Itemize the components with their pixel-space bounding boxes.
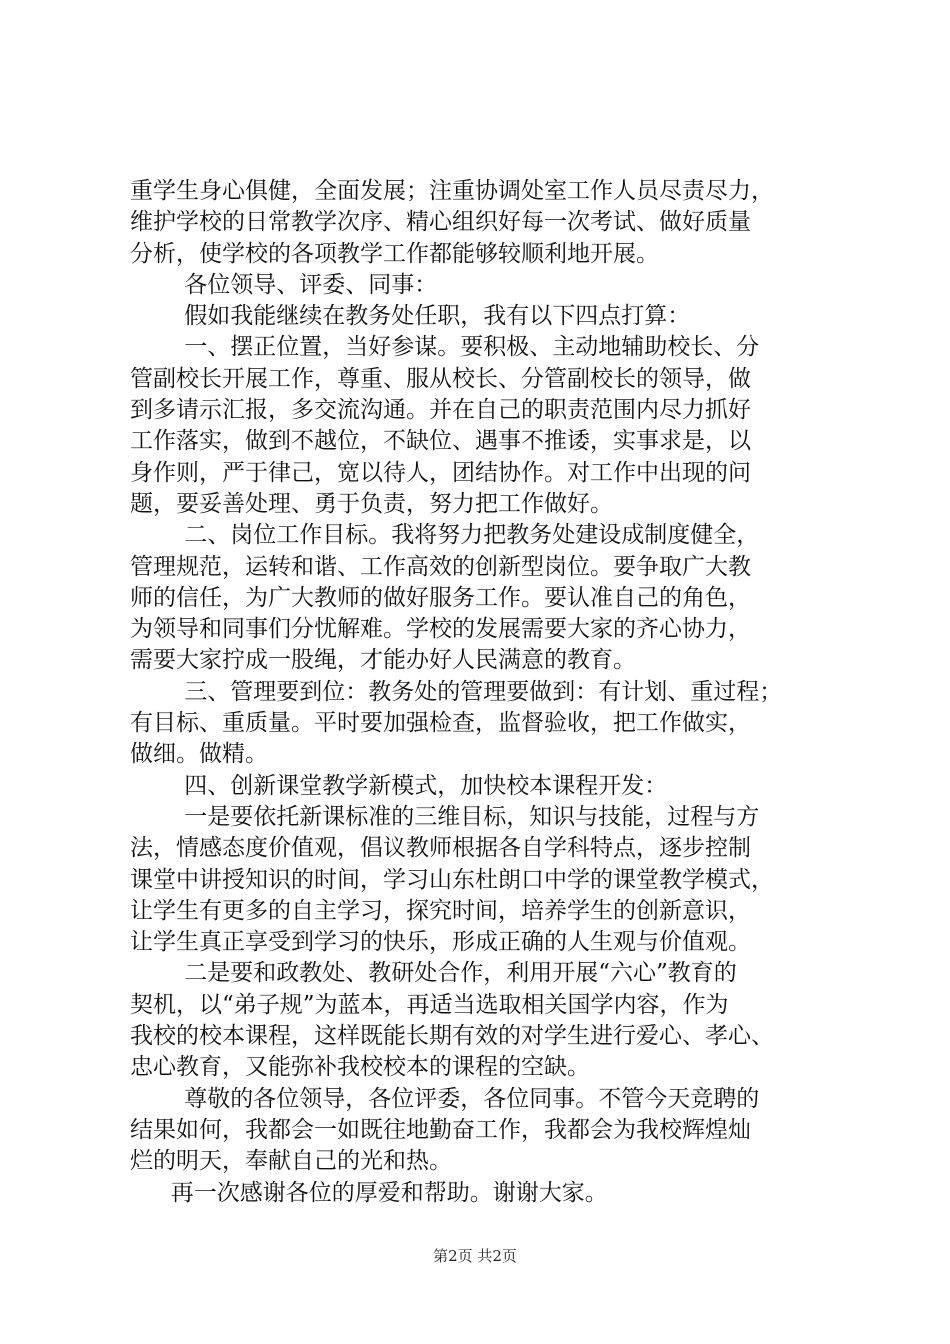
text-line: 师的信任，为广大教师的做好服务工作。要认准自己的角色， bbox=[130, 584, 751, 611]
text-line: 分析，使学校的各项教学工作都能够较顺利地开展。 bbox=[130, 240, 659, 267]
text-line: 法，情感态度价值观，倡议教师根据各自学科特点，逐步控制 bbox=[130, 835, 751, 862]
text-line: 让学生真正享受到学习的快乐，形成正确的人生观与价值观。 bbox=[130, 929, 751, 956]
text-line: 结果如何，我都会一如既往地勤奋工作，我都会为我校辉煌灿 bbox=[130, 1116, 751, 1143]
text-line: 到多请示汇报，多交流沟通。并在自己的职责范围内尽力抓好 bbox=[130, 397, 751, 424]
text-line: 让学生有更多的自主学习，探究时间，培养学生的创新意识， bbox=[130, 897, 751, 924]
text-line: 各位领导、评委、同事： bbox=[184, 271, 438, 298]
text-line: 一、摆正位置，当好参谋。要积极、主动地辅助校长、分 bbox=[184, 334, 760, 361]
text-line: 课堂中讲授知识的时间，学习山东杜朗口中学的课堂教学模式， bbox=[130, 866, 774, 893]
text-line: 我校的校本课程，这样既能长期有效的对学生进行爱心、孝心、 bbox=[130, 1023, 774, 1050]
page-footer: 第2页 共2页 bbox=[433, 1247, 517, 1265]
text-line: 烂的明天，奉献自己的光和热。 bbox=[130, 1148, 452, 1175]
text-line: 一是要依托新课标准的三维目标，知识与技能，过程与方 bbox=[184, 803, 760, 830]
text-line: 需要大家拧成一股绳，才能办好人民满意的教育。 bbox=[130, 647, 636, 674]
text-line: 重学生身心俱健，全面发展；注重协调处室工作人员尽责尽力， bbox=[130, 178, 774, 204]
text-line: 题，要妥善处理、勇于负责，努力把工作做好。 bbox=[130, 490, 613, 517]
text-line: 尊敬的各位领导，各位评委，各位同事。不管今天竞聘的 bbox=[184, 1085, 760, 1112]
text-line: 为领导和同事们分忧解难。学校的发展需要大家的齐心协力， bbox=[130, 616, 751, 643]
text-line: 有目标、重质量。平时要加强检查，监督验收，把工作做实， bbox=[130, 710, 751, 737]
text-line: 契机，以“弟子规”为蓝本，再适当选取相关国学内容，作为 bbox=[130, 991, 729, 1018]
text-line: 二、岗位工作目标。我将努力把教务处建设成制度健全， bbox=[184, 522, 760, 549]
text-line: 管理规范，运转和谐、工作高效的创新型岗位。要争取广大教 bbox=[130, 553, 751, 580]
text-line: 二是要和政教处、教研处合作，利用开展“六心”教育的 bbox=[184, 960, 737, 987]
text-line: 管副校长开展工作，尊重、服从校长、分管副校长的领导，做 bbox=[130, 365, 751, 392]
text-line: 忠心教育，又能弥补我校校本的课程的空缺。 bbox=[130, 1054, 590, 1081]
text-line: 维护学校的日常教学次序、精心组织好每一次考试、做好质量 bbox=[130, 209, 751, 236]
text-line: 再一次感谢各位的厚爱和帮助。谢谢大家。 bbox=[170, 1179, 608, 1206]
text-line: 身作则，严于律己，宽以待人，团结协作。对工作中出现的问 bbox=[130, 459, 751, 486]
text-line: 做细。做精。 bbox=[130, 741, 268, 768]
text-line: 四、创新课堂教学新模式，加快校本课程开发： bbox=[184, 772, 668, 799]
text-line: 假如我能继续在教务处任职，我有以下四点打算： bbox=[184, 303, 691, 330]
document-body bbox=[130, 176, 830, 1209]
text-line: 工作落实，做到不越位，不缺位、遇事不推诿，实事求是，以 bbox=[130, 428, 751, 455]
text-line: 三、管理要到位：教务处的管理要做到：有计划、重过程； bbox=[184, 678, 783, 705]
